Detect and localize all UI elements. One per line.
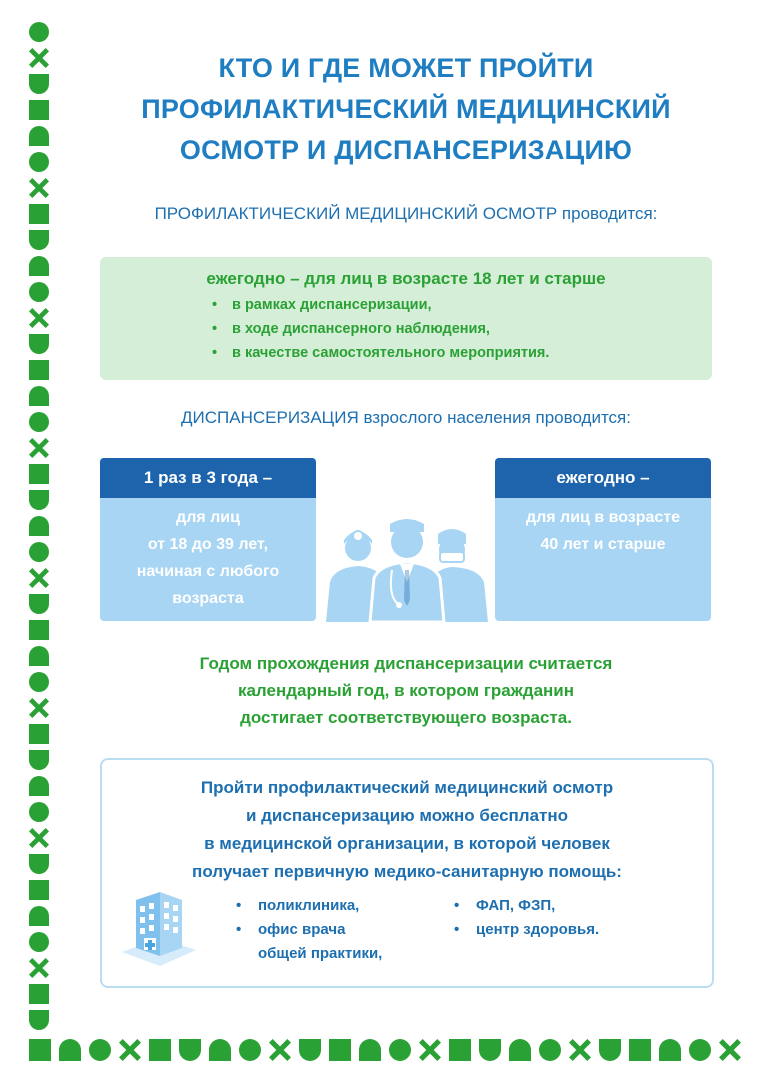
border-shape	[29, 438, 49, 458]
border-shape	[89, 1039, 111, 1061]
border-shape	[29, 646, 49, 666]
border-shape	[569, 1039, 591, 1061]
list-item: • офис врача	[236, 918, 382, 942]
card-header: 1 раз в 3 года –	[100, 458, 316, 498]
border-shape	[29, 464, 49, 484]
border-shape	[209, 1039, 231, 1061]
border-shape	[29, 282, 49, 302]
border-shape	[689, 1039, 711, 1061]
border-shape	[719, 1039, 741, 1061]
border-shape	[29, 152, 49, 172]
card-every-3-years	[100, 458, 316, 621]
border-shape	[539, 1039, 561, 1061]
border-shape	[449, 1039, 471, 1061]
border-shape	[29, 568, 49, 588]
border-shape	[29, 308, 49, 328]
checkup-box	[100, 257, 712, 380]
border-shape	[29, 74, 49, 94]
note-line: достигает соответствующего возраста.	[240, 708, 572, 727]
border-shape	[149, 1039, 171, 1061]
card-annually	[495, 458, 711, 621]
border-shape	[29, 256, 49, 276]
border-shape	[29, 620, 49, 640]
border-shape	[599, 1039, 621, 1061]
border-shape	[29, 594, 49, 614]
checkup-intro	[100, 204, 712, 224]
border-shape	[59, 1039, 81, 1061]
border-shape	[29, 776, 49, 796]
title-line: ПРОФИЛАКТИЧЕСКИЙ МЕДИЦИНСКИЙ	[141, 94, 671, 124]
border-shape	[29, 386, 49, 406]
border-shape	[239, 1039, 261, 1061]
border-shape	[29, 490, 49, 510]
border-shape	[29, 672, 49, 692]
card-line: начиная с любого	[136, 563, 280, 580]
border-shape	[29, 360, 49, 380]
border-shape	[29, 828, 49, 848]
border-shape	[119, 1039, 141, 1061]
border-shape	[299, 1039, 321, 1061]
card-line: для лиц в возрасте	[525, 509, 681, 526]
border-shape	[29, 178, 49, 198]
note-line: Годом прохождения диспансеризации считается	[199, 654, 613, 673]
border-shape	[29, 542, 49, 562]
border-shape	[29, 230, 49, 250]
card-line: для лиц	[176, 509, 240, 526]
border-shape	[29, 1039, 51, 1061]
where-line: получает первичную медико-санитарную помощь:	[192, 862, 622, 881]
border-shape	[29, 984, 49, 1004]
border-shape	[29, 750, 49, 770]
decorative-border-bottom	[24, 1030, 764, 1070]
title-line: ОСМОТР И ДИСПАНСЕРИЗАЦИЮ	[179, 135, 633, 165]
checkup-box-head: ежегодно – для лиц в возрасте 18 лет и старше	[206, 269, 606, 288]
border-shape	[329, 1039, 351, 1061]
border-shape	[29, 802, 49, 822]
border-shape	[29, 334, 49, 354]
list-item: • центр здоровья.	[454, 918, 599, 942]
where-line: в медицинской организации, в которой человек	[204, 834, 610, 853]
border-shape	[29, 48, 49, 68]
border-shape	[29, 854, 49, 874]
border-shape	[29, 204, 49, 224]
border-shape	[29, 100, 49, 120]
dispensary-intro	[100, 408, 712, 428]
where-line: и диспансеризацию можно бесплатно	[245, 806, 569, 825]
list-item: общей практики,	[258, 945, 383, 962]
border-shape	[29, 958, 49, 978]
border-shape	[29, 516, 49, 536]
border-shape	[29, 724, 49, 744]
border-shape	[29, 698, 49, 718]
border-shape	[419, 1039, 441, 1061]
border-shape	[269, 1039, 291, 1061]
doctors-icon	[322, 510, 492, 622]
border-shape	[629, 1039, 651, 1061]
border-shape	[29, 22, 49, 42]
note-line: календарный год, в котором гражданин	[237, 681, 575, 700]
border-shape	[29, 126, 49, 146]
checkup-intro-rest: проводится:	[557, 204, 658, 223]
dispensary-intro-rest: взрослого населения проводится:	[358, 408, 631, 427]
where-list-b	[454, 894, 599, 942]
list-item: • в рамках диспансеризации,	[212, 293, 549, 317]
page-title	[100, 48, 712, 171]
list-item: • в ходе диспансерного наблюдения,	[212, 317, 549, 341]
hospital-building-icon	[120, 890, 198, 968]
checkup-list	[212, 293, 549, 365]
border-shape	[29, 906, 49, 926]
decorative-border-left	[24, 10, 54, 1050]
border-shape	[509, 1039, 531, 1061]
list-item: • ФАП, ФЗП,	[454, 894, 599, 918]
checkup-intro-caps: ПРОФИЛАКТИЧЕСКИЙ МЕДИЦИНСКИЙ ОСМОТР	[154, 204, 558, 223]
list-item: • поликлиника,	[236, 894, 382, 918]
border-shape	[179, 1039, 201, 1061]
card-header: ежегодно –	[495, 458, 711, 498]
border-shape	[29, 880, 49, 900]
title-line: КТО И ГДЕ МОЖЕТ ПРОЙТИ	[218, 53, 594, 83]
card-body	[100, 498, 316, 612]
border-shape	[29, 412, 49, 432]
card-line: 40 лет и старше	[540, 536, 666, 553]
where-text	[102, 774, 712, 886]
card-body	[495, 498, 711, 558]
where-box	[100, 758, 714, 988]
where-list-a	[236, 894, 382, 966]
border-shape	[29, 932, 49, 952]
border-shape	[29, 1010, 49, 1030]
border-shape	[359, 1039, 381, 1061]
calendar-year-note	[100, 650, 712, 731]
dispensary-intro-caps: ДИСПАНСЕРИЗАЦИЯ	[181, 408, 359, 427]
border-shape	[479, 1039, 501, 1061]
border-shape	[659, 1039, 681, 1061]
card-line: от 18 до 39 лет,	[147, 536, 269, 553]
border-shape	[389, 1039, 411, 1061]
where-line: Пройти профилактический медицинский осмотр	[200, 778, 614, 797]
card-line: возраста	[172, 590, 244, 607]
list-item: • в качестве самостоятельного мероприятия.	[212, 341, 549, 365]
